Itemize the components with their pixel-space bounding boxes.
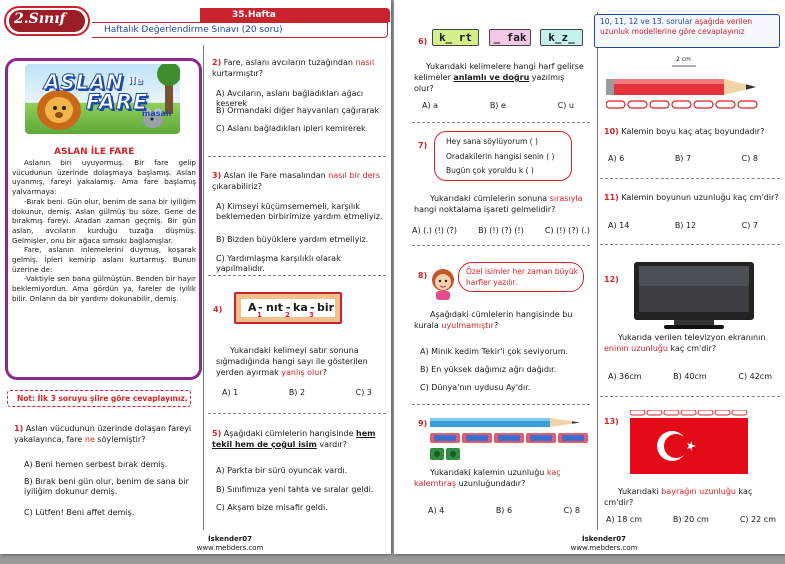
- column-divider: [597, 12, 598, 530]
- question-8: [414, 309, 590, 331]
- girl-icon: [430, 266, 456, 300]
- question-number: 5): [212, 429, 222, 438]
- pencil-length-label: 2 cm: [676, 56, 691, 63]
- question-highlight: nasıl bir ders: [328, 171, 381, 180]
- q8-option-b[interactable]: B) En yüksek dağımız ağrı dağıdır.: [420, 365, 557, 374]
- question-text: Aslan vücudunun üzerinde dolaşan fareyi yakalayınca, fare: [14, 424, 192, 444]
- question-highlight: uyulmamıştır: [441, 321, 494, 330]
- story-paragraph: -Bırak beni. Gün olur, benim de sana bir iyiliğim dokunur, demiş. Aslan gülmüş bu söze. Gene de bırakmış fareyi. Aradan zaman geçmiş. Bir gün aslan, avcıların kurduğu tuzağa düşmüş. Gelmişler, onu bir ağaca sımsıkı bağlamışlar.: [12, 196, 196, 245]
- question-text: ?: [322, 368, 327, 377]
- footer-site[interactable]: www.mebders.com: [196, 544, 264, 552]
- q5-option-a[interactable]: A) Parkta bir sürü oyuncak vardı.: [216, 466, 348, 475]
- story-title: ASLAN İLE FARE: [54, 147, 135, 157]
- question-text: vardır?: [316, 440, 347, 449]
- q8-option-a[interactable]: A) Minik kedim Tekir'i çok seviyorum.: [420, 347, 569, 356]
- question-10: [604, 126, 780, 137]
- q4-option-c[interactable]: C) 3: [355, 388, 372, 397]
- logo-ile: ile: [128, 74, 144, 87]
- grade-badge: [4, 6, 90, 36]
- question-number: 10): [604, 127, 619, 136]
- question-highlight: kaç kalemtıraş: [414, 468, 561, 488]
- left-page: [0, 0, 391, 554]
- question-text: Fare, aslanı avcıların tuzağından: [223, 58, 356, 67]
- q2-option-b[interactable]: B) Ormandaki diğer hayvanları çağırarak: [216, 106, 380, 115]
- split-digit: 3: [309, 311, 314, 319]
- divider: [208, 156, 386, 157]
- story-paragraph: Aslanın biri uyuyormuş. Bir fare gelip vücudunun üzerinde dolaşmaya başlamış. Aslan uyanmış, fareyi yakalamış. Ama fare başlamış yalvarmaya:: [12, 158, 196, 197]
- question-highlight: anlamlı ve doğru: [453, 73, 530, 82]
- question-number: 11): [604, 193, 619, 202]
- question-11: [604, 192, 780, 203]
- q9-option-c[interactable]: C) 8: [563, 506, 580, 515]
- question-3: [212, 170, 382, 192]
- logo-aslan: ASLAN: [44, 70, 124, 94]
- question-text: Yukarıdaki kelimelere hangi harf gelirse kelimeler: [414, 62, 584, 82]
- q5-option-c[interactable]: C) Akşam bize misafir geldi.: [216, 503, 328, 512]
- question-text: Yukarıda verilen televizyon ekranının: [618, 333, 766, 342]
- q13-option-a[interactable]: A) 18 cm: [606, 515, 643, 524]
- info-text: [600, 17, 776, 37]
- q10-options: [608, 154, 758, 164]
- question-highlight: eninin uzunluğu: [604, 344, 668, 353]
- q12-option-a[interactable]: A) 36cm: [608, 372, 642, 381]
- footer: [564, 535, 644, 553]
- question-number: 12): [604, 275, 619, 284]
- q7-option-c[interactable]: C) (!) (?) (.): [544, 226, 590, 235]
- q7-option-b[interactable]: B) (!) (?) (!): [478, 226, 524, 235]
- divider: [600, 244, 780, 245]
- question-number: 4): [213, 305, 223, 314]
- question-highlight: sırasıyla: [549, 194, 583, 203]
- info-text-part: 10, 11, 12 ve 13. sorular: [600, 17, 695, 26]
- word-box-2: _ fak: [489, 29, 531, 46]
- question-5: [212, 428, 382, 450]
- q11-option-a[interactable]: A) 14: [608, 221, 630, 230]
- grade-label: 2.Sınıf: [14, 11, 66, 27]
- question-number: 9): [418, 419, 428, 428]
- pencil-sharpener-figure: [430, 416, 590, 462]
- q4-option-a[interactable]: A) 1: [222, 388, 239, 397]
- q13-options: [606, 515, 776, 525]
- q12-options: [608, 372, 772, 382]
- q12-option-c[interactable]: C) 42cm: [738, 372, 772, 381]
- exam-title: Haftalık Değerlendirme Sınavı (20 soru): [104, 25, 283, 35]
- question-text: Yukarıdaki kelimeyi satır sonuna sığmadığında hangi sayı ile gösterilen yerden ayırmak: [216, 346, 368, 377]
- flag-figure: [630, 410, 760, 474]
- footer-author: İskender07: [208, 535, 252, 543]
- question-2: [212, 57, 382, 79]
- question-number: 3): [212, 171, 222, 180]
- divider: [600, 178, 780, 179]
- q1-option-b[interactable]: B) Bırak beni gün olur, benim de sana bir iyiliğim dokunur demiş.: [24, 477, 189, 496]
- question-number: 1): [14, 424, 24, 433]
- q11-option-c[interactable]: C) 7: [741, 221, 758, 230]
- logo-fare: FARE: [86, 90, 149, 114]
- q5-option-b[interactable]: B) Sınıfımıza yeni tahta ve sıralar geldi.: [216, 485, 374, 494]
- question-text: Aşağıdaki cümlelerin hangisinde: [223, 429, 357, 438]
- q2-option-a[interactable]: A) Avcıların, aslanı bağladıkları ağacı keserek: [216, 89, 364, 108]
- question-text: Yukarıdaki kalemin uzunluğu: [430, 468, 547, 477]
- syllable-4: bir: [317, 301, 335, 314]
- q1-option-a[interactable]: A) Beni hemen serbest bırak demiş.: [24, 460, 168, 469]
- q10-option-b[interactable]: B) 7: [674, 154, 692, 163]
- question-highlight: nasıl: [355, 58, 375, 67]
- question-text: kaç cm'dir?: [604, 487, 753, 507]
- question-number: 7): [418, 141, 428, 150]
- q3-option-b[interactable]: B) Bizden büyüklere yardım etmeliyiz.: [216, 235, 369, 244]
- story-text: [12, 158, 196, 304]
- footer: [190, 535, 270, 553]
- question-highlight: yanlış olur: [281, 368, 323, 377]
- q7-option-a[interactable]: A) (.) (!) (?): [412, 226, 457, 235]
- rule-text: Özel isimler her zaman büyük harfler yazılır.: [466, 267, 578, 287]
- question-number: 2): [212, 58, 222, 67]
- week-ribbon: [200, 8, 390, 22]
- week-label: 35.Hafta: [232, 10, 276, 20]
- q6-option-a[interactable]: A) a: [422, 101, 439, 110]
- syllable-3: ka: [293, 301, 308, 314]
- question-number: 6): [418, 37, 428, 46]
- q11-option-b[interactable]: B) 12: [674, 221, 697, 230]
- sentence-3: Bugün çok yoruldu k ( ): [446, 166, 534, 175]
- divider: [412, 122, 590, 123]
- q6-option-b[interactable]: B) e: [489, 101, 506, 110]
- column-divider: [203, 45, 204, 530]
- question-text: Kalemin boyunun uzunluğu kaç cm'dir?: [621, 193, 779, 202]
- word-box-1: k_ rt: [432, 29, 479, 46]
- q8-option-c[interactable]: C) Dünya'nın uydusu Ay'dır.: [420, 383, 531, 392]
- split-digit: 1: [257, 311, 262, 319]
- q12-option-b[interactable]: B) 40cm: [673, 372, 707, 381]
- divider: [412, 404, 590, 405]
- divider: [208, 413, 386, 414]
- q4-options: [222, 388, 372, 398]
- question-highlight: bayrağın uzunluğu: [661, 487, 736, 496]
- sentence-1: Hey sana söylüyorum ( ): [446, 137, 538, 146]
- question-6: [414, 61, 586, 94]
- story-paragraph: -Vaktiyle sen bana gülmüştün. Benden bir hayır beklemiyordun. Ama gördün ya, fareler de iyilik bilir. Onların da bir yardımı dokunabilir, demiş.: [12, 274, 196, 303]
- question-text: kurtarmıştır?: [212, 69, 264, 78]
- syllable-word-box: A - nıt - ka - bir 1 2 3: [234, 292, 342, 324]
- question-number: 13): [604, 417, 619, 426]
- tv-figure: [634, 262, 754, 330]
- question-text: yazılmış olur?: [414, 73, 565, 93]
- question-text: çıkarabiliriz?: [212, 182, 262, 191]
- q1-option-c[interactable]: C) Lütfen! Beni affet demiş.: [24, 508, 135, 517]
- q10-option-a[interactable]: A) 6: [608, 154, 625, 163]
- footer-site[interactable]: www.mebders.com: [570, 544, 638, 552]
- question-text: söylemiştir?: [94, 435, 146, 444]
- word-box-3: k_z_: [540, 29, 583, 46]
- question-4: [216, 345, 386, 378]
- question-text: Aşağıdaki cümlelerin hangisinde bu kurala: [414, 310, 573, 330]
- footer-author: İskender07: [582, 535, 626, 543]
- question-highlight: hem tekil hem de çoğul isim: [212, 429, 376, 449]
- question-7: [414, 193, 590, 215]
- question-number: 8): [418, 271, 428, 280]
- question-text: Kalemin boyu kaç ataç boyundadır?: [621, 127, 765, 136]
- divider: [412, 245, 590, 246]
- q3-option-a[interactable]: A) Kimseyi küçümsememeli, karşılık beklemeden birbirimize yardım etmeliyiz.: [216, 202, 383, 221]
- story-paragraph: Fare, aslanın inlemelerini duymuş, koşarak gelmiş. İpleri kemirip aslanı kurtarmış. Bunun üzerine de:: [12, 245, 196, 274]
- question-12: [604, 332, 780, 354]
- question-text: Aslan ile Fare masalından: [223, 171, 329, 180]
- question-text: ?: [493, 321, 499, 330]
- question-9: [414, 467, 590, 489]
- split-digit: 2: [285, 311, 290, 319]
- question-1: [14, 423, 196, 445]
- q9-options: [428, 506, 580, 516]
- question-text: Yukarıdaki cümlelerin sonuna: [430, 194, 550, 203]
- question-text: hangi noktalama işareti gelmelidir?: [414, 205, 556, 214]
- info-text-highlight: aşağıda verilen uzunluk modellerine göre cevaplayınız: [600, 17, 753, 36]
- q11-options: [608, 221, 758, 231]
- divider: [600, 396, 780, 397]
- q13-option-b[interactable]: B) 20 cm: [672, 515, 709, 524]
- sentence-2: Oradakilerin hangisi senin ( ): [446, 152, 555, 161]
- right-page: [394, 0, 785, 554]
- q4-option-b[interactable]: B) 2: [288, 388, 306, 397]
- q13-option-c[interactable]: C) 22 cm: [739, 515, 776, 524]
- q6-options: [422, 101, 574, 111]
- q9-option-b[interactable]: B) 6: [495, 506, 513, 515]
- question-highlight: ne: [84, 435, 95, 444]
- question-text: Yukarıdaki: [618, 487, 662, 496]
- divider: [208, 275, 386, 276]
- q10-option-c[interactable]: C) 8: [741, 154, 758, 163]
- q2-option-c[interactable]: C) Aslanı bağladıkları ipleri kemirerek: [216, 124, 366, 133]
- logo-masali: masalı: [142, 109, 172, 118]
- question-text: kaç cm'dir?: [667, 344, 717, 353]
- question-13: [604, 486, 780, 508]
- q9-option-a[interactable]: A) 4: [428, 506, 445, 515]
- q3-option-c[interactable]: C) Yardımlaşma karşılıklı olarak yapılmalıdır.: [216, 254, 341, 273]
- note-text: Not: İlk 3 soruyu şiire göre cevaplayınız.: [17, 394, 188, 403]
- q6-option-c[interactable]: C) u: [557, 101, 574, 110]
- pencil-clips-figure: [606, 63, 776, 113]
- syllable-1: A: [248, 301, 257, 314]
- question-text: uzunluğundadır?: [456, 479, 526, 488]
- syllable-2: nıt: [266, 301, 283, 314]
- q7-options: [412, 226, 590, 236]
